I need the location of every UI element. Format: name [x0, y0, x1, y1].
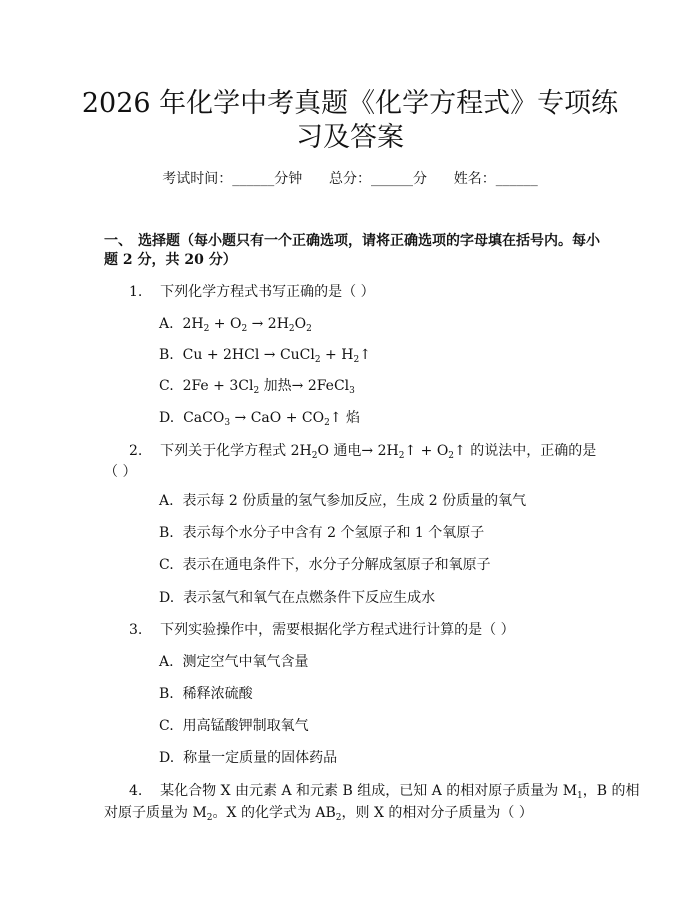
section-heading-line-1: 选择题（每小题只有一个正确选项，请将正确选项的字母填在括号内。每小: [138, 233, 600, 249]
option-text: 称量一定质量的固体药品: [183, 750, 338, 766]
text-part: 某化合物 X 由元素 A 和元素 B 组成，已知 A 的相对原子质量为 M: [160, 783, 578, 799]
text-part: 加热→ 2FeCl: [259, 378, 350, 394]
text-part: → CaO + CO: [230, 410, 325, 426]
option-letter: A.: [159, 654, 174, 670]
option-1a: [159, 314, 312, 334]
subscript: 2: [288, 324, 295, 334]
text-part: 。X 的化学式为 AB: [212, 805, 336, 821]
subscript: 2: [253, 386, 260, 396]
text-part: ↑ 的说法中，正确的是: [454, 443, 597, 459]
text-part: + O: [209, 316, 242, 332]
subscript: 2: [206, 813, 213, 823]
question-3: [129, 620, 515, 640]
text-part: ，则 X 的相对分子质量为（ ）: [341, 805, 533, 821]
option-letter: A.: [159, 493, 174, 509]
subscript: 2: [203, 324, 210, 334]
score-label: 总分：: [329, 171, 371, 187]
question-2: [129, 441, 596, 461]
name-blank: ______: [495, 171, 538, 187]
subscript: 1: [577, 791, 583, 801]
option-2d: [159, 588, 435, 608]
option-2c: [159, 555, 491, 575]
score-unit: 分: [413, 171, 427, 187]
subscript: 3: [349, 386, 355, 396]
question-1: [129, 282, 375, 302]
option-letter: C.: [159, 557, 174, 573]
option-2b: [159, 523, 484, 543]
option-letter: B.: [159, 686, 174, 702]
subscript: 2: [398, 451, 405, 461]
chemical-equation: [183, 347, 371, 363]
question-number: 1.: [129, 284, 143, 300]
option-letter: C.: [159, 718, 174, 734]
option-1b: [159, 345, 371, 365]
text-part: 对原子质量为 M: [104, 805, 207, 821]
option-3d: [159, 748, 337, 768]
subscript: 3: [224, 418, 231, 428]
question-stem: 下列实验操作中，需要根据化学方程式进行计算的是（ ）: [160, 622, 515, 638]
option-text: 表示每个水分子中含有 2 个氢原子和 1 个氧原子: [182, 525, 485, 541]
question-number: 2.: [129, 443, 143, 459]
subscript: 2: [335, 813, 342, 823]
option-3c: [159, 716, 309, 736]
option-text: 表示每 2 份质量的氢气参加反应，生成 2 份质量的氧气: [182, 493, 527, 509]
exam-info-line: [0, 168, 700, 188]
subscript: 2: [324, 418, 330, 428]
text-part: 2H: [182, 316, 204, 332]
option-text: 测定空气中氧气含量: [182, 654, 309, 670]
score-blank: ______: [371, 171, 413, 187]
text-part: ↑: [359, 347, 371, 363]
chemical-equation: [183, 410, 360, 426]
text-part: + H: [320, 347, 354, 363]
option-letter: D.: [159, 750, 175, 766]
section-heading-line-2: 题 2 分，共 20 分）: [104, 252, 237, 268]
question-stem: [160, 783, 639, 799]
name-label: 姓名：: [453, 171, 496, 187]
text-part: CaCO: [183, 410, 225, 426]
text-part: ↑ 焰: [329, 410, 360, 426]
time-unit: 分钟: [274, 171, 303, 187]
time-label: 考试时间：: [162, 171, 233, 187]
option-2a: [159, 491, 526, 511]
option-3b: [159, 684, 253, 704]
title-line-2: 习及答案: [296, 122, 404, 153]
text-part: 下列关于化学方程式 2H: [160, 443, 312, 459]
text-part: 2Fe + 3Cl: [182, 378, 254, 394]
title-line-1: 2026 年化学中考真题《化学方程式》专项练: [81, 88, 619, 119]
chemical-equation: [182, 316, 311, 332]
option-letter: A.: [159, 316, 174, 332]
subscript: 2: [241, 324, 248, 334]
subscript: 2: [314, 355, 321, 365]
option-1d: [159, 408, 360, 428]
subscript: 2: [353, 355, 360, 365]
chemical-equation: [183, 378, 355, 394]
option-text: 稀释浓硫酸: [182, 686, 253, 702]
text-part: O 通电→ 2H: [317, 443, 399, 459]
option-text: 表示氢气和氧气在点燃条件下反应生成水: [183, 590, 436, 606]
text-part: O: [294, 316, 307, 332]
option-letter: D.: [159, 590, 175, 606]
subscript: 2: [311, 451, 318, 461]
question-stem-continued: [104, 803, 533, 823]
question-4: [129, 781, 640, 801]
option-letter: D.: [159, 410, 175, 426]
time-blank: ______: [232, 171, 275, 187]
option-text: 表示在通电条件下，水分子分解成氢原子和氧原子: [182, 557, 491, 573]
text-part: → 2H: [247, 316, 289, 332]
subscript: 2: [306, 324, 312, 334]
question-stem-continued: （ ）: [104, 464, 137, 480]
question-stem: 下列化学方程式书写正确的是（ ）: [160, 284, 375, 300]
section-number: 一、: [104, 233, 132, 249]
text-part: Cu + 2HCl → CuCl: [182, 347, 315, 363]
option-letter: B.: [159, 525, 174, 541]
question-stem: [160, 443, 596, 459]
option-text: 用高锰酸钾制取氧气: [182, 718, 309, 734]
option-letter: B.: [159, 347, 174, 363]
question-number: 4.: [129, 783, 143, 799]
question-number: 3.: [129, 622, 143, 638]
option-1c: [159, 376, 355, 396]
text-part: ↑ + O: [404, 443, 449, 459]
option-letter: C.: [159, 378, 174, 394]
text-part: ，B 的相: [582, 783, 640, 799]
subscript: 2: [448, 451, 455, 461]
option-3a: [159, 652, 308, 672]
